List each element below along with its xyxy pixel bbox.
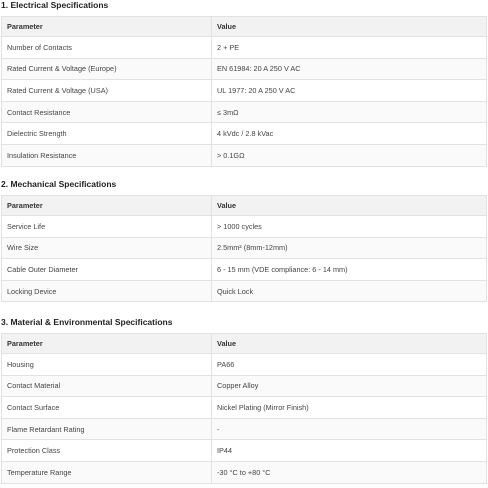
value-cell: 2.5mm² (8mm-12mm) <box>212 237 487 259</box>
value-cell: > 0.1GΩ <box>212 144 487 166</box>
section-title: 2. Mechanical Specifications <box>1 179 117 189</box>
table-row <box>2 58 487 80</box>
electrical-specifications-table <box>1 16 487 167</box>
table-row <box>2 280 487 302</box>
value-cell: -30 °C to +80 °C <box>212 461 487 483</box>
parameter-column-header: Parameter <box>2 196 212 216</box>
table-row <box>2 144 487 166</box>
parameter-cell: Protection Class <box>2 440 212 462</box>
section-title: 3. Material & Environmental Specifications <box>1 317 173 327</box>
table-row <box>2 259 487 281</box>
material-environmental-specifications-section <box>0 317 488 484</box>
table-row <box>2 216 487 238</box>
value-cell: - <box>212 418 487 440</box>
parameter-column-header: Parameter <box>2 334 212 354</box>
table-row <box>2 375 487 397</box>
parameter-cell: Locking Device <box>2 280 212 302</box>
parameter-cell: Housing <box>2 354 212 376</box>
mechanical-specifications-section <box>0 179 488 302</box>
parameter-cell: Rated Current & Voltage (USA) <box>2 80 212 102</box>
table-row <box>2 37 487 59</box>
table-row <box>2 397 487 419</box>
parameter-cell: Wire Size <box>2 237 212 259</box>
parameter-cell: Contact Material <box>2 375 212 397</box>
table-header-row <box>2 17 487 37</box>
value-column-header: Value <box>212 334 487 354</box>
parameter-cell: Rated Current & Voltage (Europe) <box>2 58 212 80</box>
value-column-header: Value <box>212 17 487 37</box>
value-cell: > 1000 cycles <box>212 216 487 238</box>
table-row <box>2 237 487 259</box>
value-cell: Nickel Plating (Mirror Finish) <box>212 397 487 419</box>
value-cell: 2 + PE <box>212 37 487 59</box>
parameter-column-header: Parameter <box>2 17 212 37</box>
material-environmental-specifications-table <box>1 333 487 484</box>
table-header-row <box>2 196 487 216</box>
parameter-cell: Insulation Resistance <box>2 144 212 166</box>
electrical-specifications-section <box>0 0 488 167</box>
table-header-row <box>2 334 487 354</box>
value-cell: Quick Lock <box>212 280 487 302</box>
value-column-header: Value <box>212 196 487 216</box>
value-cell: 4 kVdc / 2.8 kVac <box>212 123 487 145</box>
value-cell: UL 1977: 20 A 250 V AC <box>212 80 487 102</box>
section-title: 1. Electrical Specifications <box>1 0 109 10</box>
value-cell: PA66 <box>212 354 487 376</box>
value-cell: IP44 <box>212 440 487 462</box>
table-row <box>2 461 487 483</box>
parameter-cell: Number of Contacts <box>2 37 212 59</box>
parameter-cell: Temperature Range <box>2 461 212 483</box>
parameter-cell: Cable Outer Diameter <box>2 259 212 281</box>
parameter-cell: Contact Surface <box>2 397 212 419</box>
table-row <box>2 418 487 440</box>
parameter-cell: Dielectric Strength <box>2 123 212 145</box>
table-row <box>2 440 487 462</box>
table-row <box>2 123 487 145</box>
table-row <box>2 354 487 376</box>
parameter-cell: Flame Retardant Rating <box>2 418 212 440</box>
value-cell: Copper Alloy <box>212 375 487 397</box>
table-row <box>2 101 487 123</box>
parameter-cell: Service Life <box>2 216 212 238</box>
parameter-cell: Contact Resistance <box>2 101 212 123</box>
value-cell: 6 - 15 mm (VDE compliance: 6 - 14 mm) <box>212 259 487 281</box>
value-cell: EN 61984: 20 A 250 V AC <box>212 58 487 80</box>
mechanical-specifications-table <box>1 195 487 302</box>
value-cell: ≤ 3mΩ <box>212 101 487 123</box>
table-row <box>2 80 487 102</box>
